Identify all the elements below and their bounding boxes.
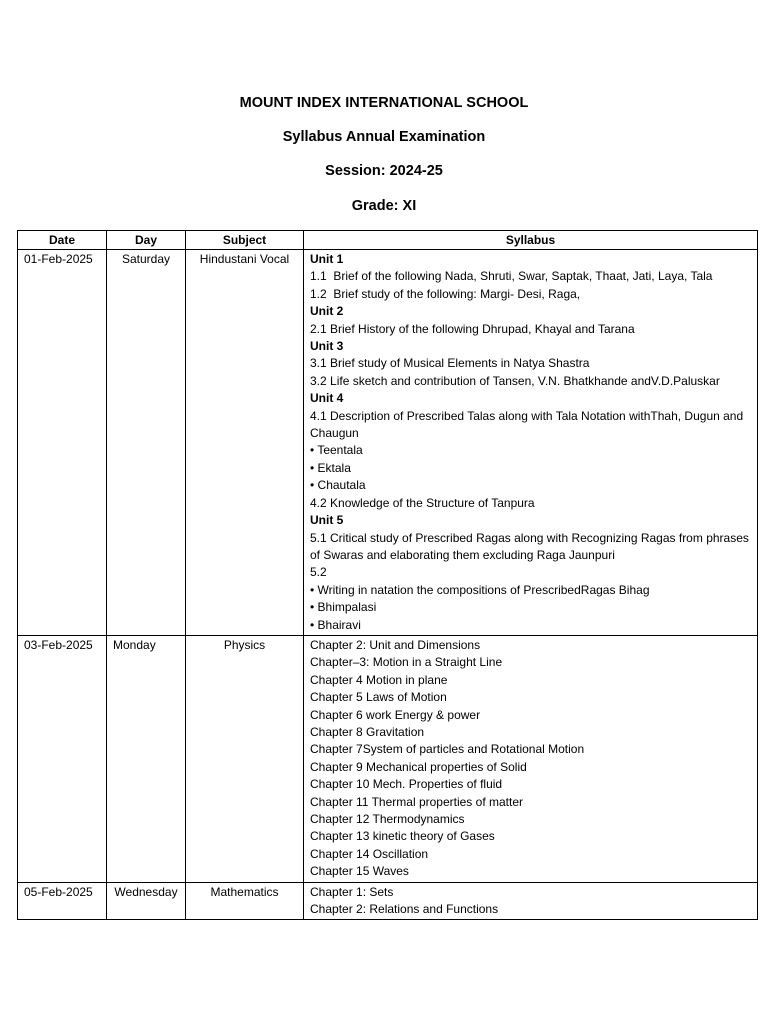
syllabus-line: Chapter 6 work Energy & power (310, 707, 481, 722)
syllabus-line: Chapter 1: Sets (310, 884, 394, 899)
syllabus-line: 5.1 Critical study of Prescribed Ragas along with Recognizing Ragas from phrases of Swaras and elaborating them excluding Raga Jaunpuri (310, 530, 753, 562)
syllabus-line: • Bhimpalasi (310, 600, 377, 615)
cell-date: 05-Feb-2025 (18, 882, 107, 920)
syllabus-line: 2.1 Brief History of the following Dhrupad, Khayal and Tarana (310, 321, 635, 336)
syllabus-line: Chapter 4 Motion in plane (310, 672, 448, 687)
syllabus-line: Chapter–3: Motion in a Straight Line (310, 655, 503, 670)
session-label: Session: 2024-25 (325, 163, 443, 179)
syllabus-line: Chapter 15 Waves (310, 864, 409, 879)
column-header-subject: Subject (186, 231, 304, 250)
cell-day: Monday (107, 635, 186, 882)
syllabus-line: 1.2 Brief study of the following: Margi- Desi, Raga, (310, 286, 581, 301)
cell-subject: Hindustani Vocal (186, 250, 304, 636)
syllabus-line: • Teentala (310, 443, 363, 458)
syllabus-line: Chapter 13 kinetic theory of Gases (310, 829, 495, 844)
table-row (18, 635, 758, 882)
cell-day: Saturday (107, 250, 186, 636)
syllabus-line: • Chautala (310, 478, 366, 493)
syllabus-line: 4.1 Description of Prescribed Talas along with Tala Notation withThah, Dugun and Chaugun (310, 408, 747, 441)
syllabus-table (17, 230, 758, 920)
cell-subject: Mathematics (186, 882, 304, 920)
table-body (18, 250, 758, 920)
syllabus-line: Chapter 2: Relations and Functions (310, 902, 499, 917)
cell-syllabus (304, 250, 758, 636)
syllabus-line: Chapter 5 Laws of Motion (310, 690, 447, 705)
syllabus-line: • Bhairavi (310, 617, 361, 632)
syllabus-line: 4.2 Knowledge of the Structure of Tanpura (310, 495, 535, 510)
syllabus-unit-heading: Unit 5 (310, 513, 344, 528)
syllabus-line: Chapter 14 Oscillation (310, 846, 429, 861)
syllabus-line: Chapter 7System of particles and Rotational Motion (310, 742, 585, 757)
syllabus-line: 5.2 (310, 565, 327, 580)
syllabus-line: Chapter 2: Unit and Dimensions (310, 637, 481, 652)
table-row (18, 882, 758, 920)
syllabus-unit-heading: Unit 2 (310, 304, 344, 319)
grade-label: Grade: XI (351, 198, 417, 214)
syllabus-line: • Ektala (310, 460, 351, 475)
school-name: MOUNT INDEX INTERNATIONAL SCHOOL (239, 95, 529, 111)
syllabus-line: 3.2 Life sketch and contribution of Tansen, V.N. Bhatkhande andV.D.Paluskar (310, 373, 720, 388)
syllabus-line: • Writing in natation the compositions of PrescribedRagas Bihag (310, 582, 650, 597)
cell-date: 01-Feb-2025 (18, 250, 107, 636)
column-header-day: Day (107, 231, 186, 250)
table-row (18, 250, 758, 636)
document-title: Syllabus Annual Examination (282, 129, 486, 145)
syllabus-line: Chapter 10 Mech. Properties of fluid (310, 777, 503, 792)
syllabus-unit-heading: Unit 4 (310, 391, 344, 406)
syllabus-line: Chapter 12 Thermodynamics (310, 812, 465, 826)
cell-day: Wednesday (107, 882, 186, 920)
syllabus-line: Chapter 8 Gravitation (310, 724, 425, 739)
syllabus-line: 3.1 Brief study of Musical Elements in Natya Shastra (310, 356, 590, 371)
table-header-row (18, 231, 758, 250)
cell-subject: Physics (186, 635, 304, 882)
column-header-syllabus: Syllabus (304, 231, 758, 250)
syllabus-line: 1.1 Brief of the following Nada, Shruti, Swar, Saptak, Thaat, Jati, Laya, Tala (310, 269, 713, 284)
syllabus-line: Chapter 9 Mechanical properties of Solid (310, 759, 527, 774)
cell-date: 03-Feb-2025 (18, 635, 107, 882)
syllabus-unit-heading: Unit 3 (310, 339, 344, 354)
syllabus-unit-heading: Unit 1 (310, 252, 344, 266)
column-header-date: Date (18, 231, 107, 250)
syllabus-line: Chapter 11 Thermal properties of matter (310, 794, 523, 809)
cell-syllabus (304, 882, 758, 920)
cell-syllabus (304, 635, 758, 882)
